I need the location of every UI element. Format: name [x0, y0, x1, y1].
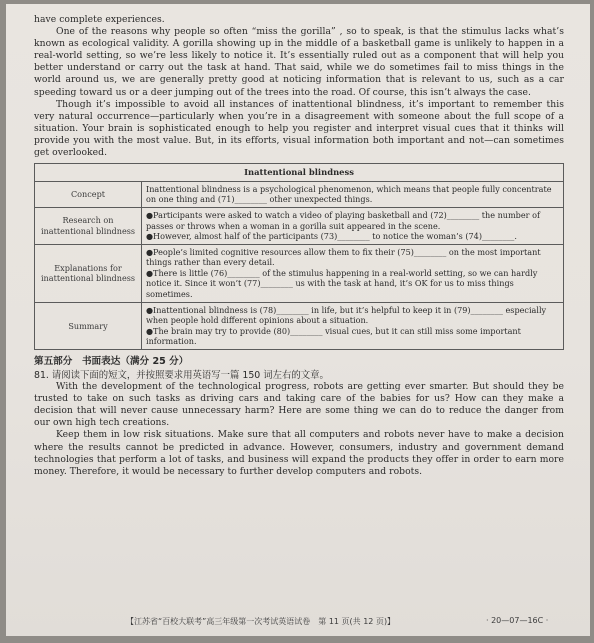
table-line: ●Participants were asked to watch a video of playing basketball and (72)________ the number of passes or throws when a woman in a gorilla suit appeared in the scene.: [146, 209, 540, 231]
passage2-paragraph-1: With the development of the technological progress, robots are getting ever smarter. But should they be trusted to take on such tasks as driving cars and taking care of the babies for us? How can they make a decision that will never cause unnecessary harm? Here are some thing we can do to reduce the danger from our own high tech creations.: [34, 381, 564, 429]
paragraph-3: Though it’s impossible to avoid all instances of inattentional blindness, it’s important to remember this very natural occurrence—particularly when you’re in a disagreement with someone about the full scope of a situation. Your brain is sophisticated enough to help you register and interpret visual cues that it thinks will provide you with the most value. But, in its efforts, visual information both important and not—can sometimes get overlooked.: [34, 98, 564, 159]
row-label-explanations: Explanations for inattentional blindness: [35, 244, 142, 302]
paragraph-1: have complete experiences.: [34, 14, 165, 25]
table-row: [35, 302, 564, 349]
table-line: ●People’s limited cognitive resources allow them to fix their (75)________ on the most important things rather than every detail.: [146, 246, 541, 268]
table-row: [35, 244, 564, 302]
table-line: Inattentional blindness is a psychological phenomenon, which means that people fully concentrate on one thing and (71)________ other unexpected things.: [146, 183, 552, 205]
summary-table: [34, 163, 564, 350]
page-footer: 【江苏省“百校大联考”高三年级第一次考试英语试卷 第 11 页(共 12 页)】: [126, 617, 396, 626]
section-title: 第五部分 书面表达（满分 25 分）: [34, 356, 189, 368]
row-label-research: Research on inattentional blindness: [35, 207, 142, 244]
table-line: ●Inattentional blindness is (78)________ in life, but it’s helpful to keep it in (79)________ especially when people hold different opinions about a situation.: [146, 304, 547, 326]
table-line: ●There is little (76)________ of the stimulus happening in a real-world setting, so we can hardly notice it. Since it won’t (77)________ us with the task at hand, it’s OK for us to miss things sometimes.: [146, 267, 538, 300]
table-row: [35, 207, 564, 244]
row-content-explanations: [142, 244, 564, 302]
table-row: [35, 181, 564, 207]
table-line: ●The brain may try to provide (80)________ visual cues, but it can still miss some important information.: [146, 325, 521, 347]
row-content-summary: [142, 302, 564, 349]
passage2-paragraph-2: Keep them in low risk situations. Make sure that all computers and robots never have to make a decision where the results cannot be predicted in advance. However, consumers, industry and government demand technologies that perform a lot of tasks, and business will expand the products they offer in order to earn more money. Therefore, it would be necessary to further develop computers and robots.: [34, 429, 564, 477]
row-content-research: [142, 207, 564, 244]
table-line: ●However, almost half of the participants (73)________ to notice the woman’s (74)________.: [146, 231, 517, 242]
row-label-concept: Concept: [35, 181, 142, 207]
question-prompt: 81. 请阅读下面的短文，并按照要求用英语写一篇 150 词左右的文章。: [34, 370, 329, 382]
row-content-concept: [142, 181, 564, 207]
page-content: [34, 14, 564, 478]
page-code: · 20—07—16C ·: [486, 616, 549, 625]
paragraph-2: One of the reasons why people so often “miss the gorilla” , so to speak, is that the stimulus lacks what’s known as ecological validity. A gorilla showing up in the middle of a basketball game is unlikely to happen in a real-world setting, so we’re less likely to notice it. It’s essentially ruled out as a component that will help you better understand or carry out the task at hand. That said, while we do sometimes fail to miss things in the world around us, we are generally pretty good at noticing information that is relevant to us, such as a car speeding toward us or a deer jumping out of the trees into the road. Of course, this isn’t always the case.: [34, 26, 564, 98]
table-title: Inattentional blindness: [35, 164, 564, 182]
exam-page: [6, 4, 590, 636]
row-label-summary: Summary: [35, 302, 142, 349]
